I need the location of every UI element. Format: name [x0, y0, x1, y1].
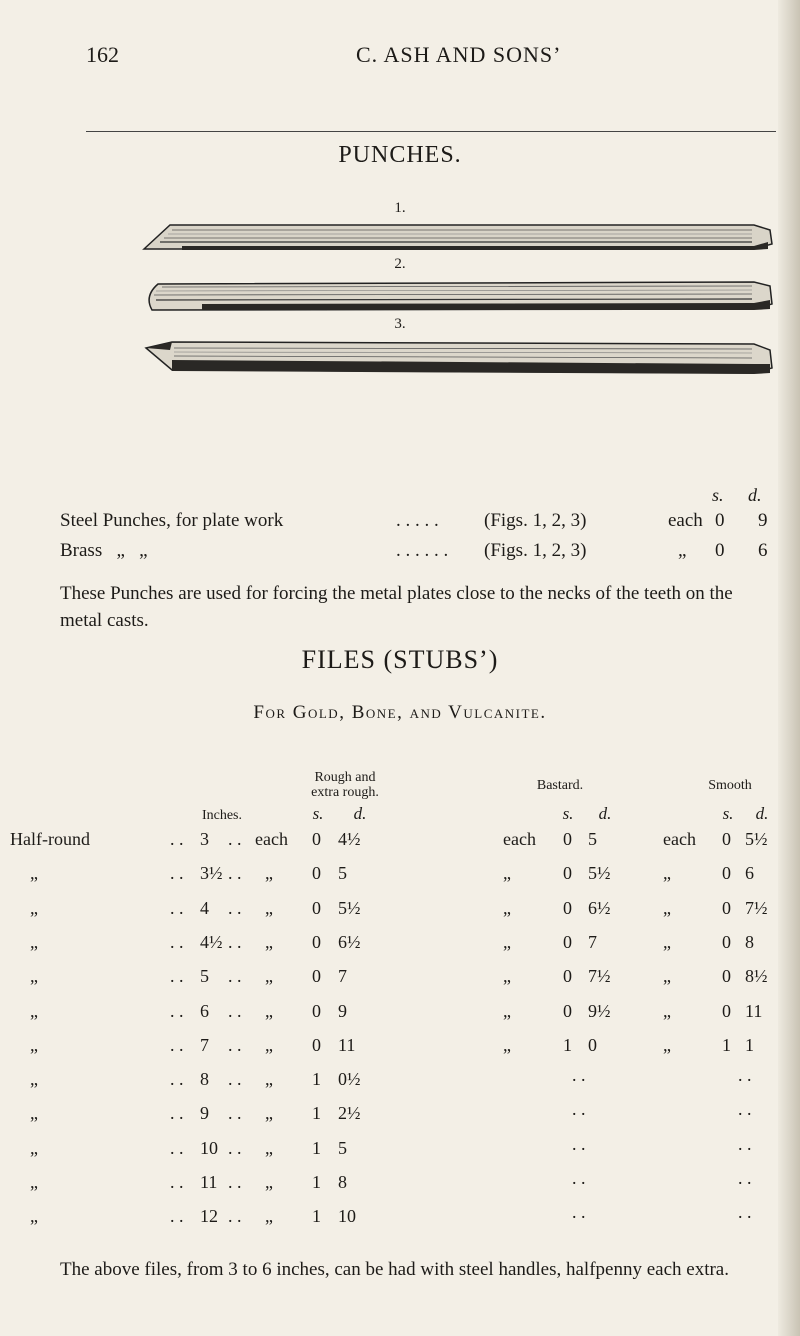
row-leader-dots: . . [170, 931, 184, 952]
row-smooth-pence: 8½ [745, 966, 768, 987]
row-label: „ [30, 1069, 38, 1090]
row-rough-pence: 6½ [338, 931, 361, 952]
row-leader-dots: . . [228, 1000, 242, 1021]
row-bastard-shillings: 0 [563, 829, 572, 849]
row-label: „ [30, 863, 38, 884]
row-label: „ [30, 1206, 38, 1227]
row-rough-shillings: 1 [312, 1172, 321, 1192]
row-unit-rough: „ [265, 1034, 273, 1055]
row-rough-pence: 0½ [338, 1069, 361, 1090]
row-unit-smooth: „ [663, 931, 671, 952]
running-head: C. ASH AND SONS’ [356, 42, 562, 67]
row-label: „ [30, 1000, 38, 1021]
price-leader: . . . . . . [396, 540, 449, 561]
files-subtitle: For Gold, Bone, and Vulcanite. [253, 702, 547, 723]
row-unit-bastard: „ [503, 863, 511, 884]
row-unit-rough: „ [265, 931, 273, 952]
row-inches: 4 [200, 897, 209, 918]
row-inches: 8 [200, 1069, 209, 1090]
pence-header: d. [748, 485, 762, 505]
punches-description: These Punches are used for forcing the metal plates close to the necks of the teeth on the metal casts. [60, 583, 733, 631]
row-empty-bastard: . . [572, 1099, 586, 1120]
row-rough-pence: 5½ [338, 897, 361, 918]
row-bastard-pence: 5½ [588, 863, 611, 884]
figure-label-2: 2. [394, 256, 406, 272]
steel-punch-figure-2-icon [142, 278, 776, 312]
row-rough-pence: 10 [338, 1206, 356, 1227]
row-smooth-pence: 8 [745, 931, 754, 952]
row-rough-shillings: 0 [312, 863, 321, 884]
row-leader-dots: . . [228, 1137, 242, 1158]
row-empty-smooth: . . [738, 1202, 752, 1223]
row-label: „ [30, 1137, 38, 1158]
price-figs: (Figs. 1, 2, 3) [484, 510, 587, 531]
row-leader-dots: . . [170, 863, 184, 884]
row-rough-pence: 11 [338, 1034, 356, 1055]
row-empty-bastard: . . [572, 1168, 586, 1188]
row-inches: 11 [200, 1172, 218, 1192]
row-rough-pence: 5 [338, 1137, 347, 1158]
row-leader-dots: . . [228, 1206, 242, 1227]
price-item: Brass „ „ [60, 540, 148, 561]
row-bastard-shillings: 0 [563, 863, 572, 884]
rough-d-header: d. [353, 804, 367, 823]
row-empty-smooth: . . [738, 1133, 752, 1154]
punches-title: PUNCHES. [338, 142, 462, 168]
row-unit-bastard: „ [503, 1034, 511, 1055]
files-note: The above files, from 3 to 6 inches, can be had with steel handles, halfpenny each extra. [60, 1259, 729, 1280]
row-bastard-pence: 9½ [588, 1000, 611, 1021]
row-label: Half-round [10, 829, 90, 849]
row-bastard-pence: 6½ [588, 897, 611, 918]
price-pence: 9 [758, 510, 768, 531]
bastard-d-header: d. [598, 804, 612, 823]
row-rough-shillings: 0 [312, 897, 321, 918]
rough-s-header: s. [312, 804, 324, 823]
files-title: FILES (STUBS’) [301, 645, 499, 674]
row-inches: 9 [200, 1103, 209, 1124]
price-leader: . . . . . [396, 510, 439, 531]
row-label: „ [30, 897, 38, 918]
row-leader-dots: . . [170, 1137, 184, 1158]
row-unit-rough: „ [265, 1137, 273, 1158]
row-inches: 3 [200, 829, 209, 849]
row-leader-dots: . . [228, 829, 242, 849]
row-bastard-shillings: 0 [563, 897, 572, 918]
rough-header-line1: Rough and [314, 770, 376, 785]
row-rough-pence: 9 [338, 1000, 347, 1021]
row-leader-dots: . . [228, 863, 242, 884]
row-empty-bastard: . . [572, 1133, 586, 1154]
row-bastard-pence: 0 [588, 1034, 597, 1055]
price-item: Steel Punches, for plate work [60, 510, 284, 531]
row-label: „ [30, 931, 38, 952]
row-rough-pence: 7 [338, 966, 347, 987]
row-rough-shillings: 0 [312, 829, 321, 849]
row-bastard-pence: 5 [588, 829, 597, 849]
row-unit-rough: „ [265, 1069, 273, 1090]
row-unit-rough: „ [265, 1206, 273, 1227]
row-rough-pence: 2½ [338, 1103, 361, 1124]
row-inches: 10 [200, 1137, 218, 1158]
row-bastard-pence: 7½ [588, 966, 611, 987]
row-unit-bastard: each [503, 829, 536, 849]
row-unit-rough: each [255, 829, 288, 849]
row-inches: 4½ [200, 931, 223, 952]
row-smooth-pence: 1 [745, 1034, 754, 1055]
row-unit-bastard: „ [503, 897, 511, 918]
row-unit-smooth: each [663, 829, 696, 849]
row-leader-dots: . . [170, 1069, 184, 1090]
rough-header [280, 770, 410, 800]
row-rough-shillings: 1 [312, 1206, 321, 1227]
smooth-header: Smooth [708, 778, 752, 793]
row-rough-pence: 4½ [338, 829, 361, 849]
row-unit-rough: „ [265, 966, 273, 987]
row-unit-smooth: „ [663, 966, 671, 987]
price-shillings: 0 [715, 540, 725, 561]
row-unit-smooth: „ [663, 1034, 671, 1055]
row-empty-smooth: . . [738, 1065, 752, 1086]
row-label: „ [30, 1103, 38, 1124]
row-label: „ [30, 1172, 38, 1192]
row-unit-rough: „ [265, 1000, 273, 1021]
smooth-d-header: d. [755, 804, 769, 823]
row-rough-shillings: 0 [312, 1034, 321, 1055]
price-figs: (Figs. 1, 2, 3) [484, 540, 587, 561]
row-inches: 6 [200, 1000, 209, 1021]
row-empty-smooth: . . [738, 1099, 752, 1120]
row-smooth-shillings: 1 [722, 1034, 731, 1055]
row-leader-dots: . . [228, 931, 242, 952]
row-rough-shillings: 0 [312, 1000, 321, 1021]
row-leader-dots: . . [170, 829, 184, 849]
price-unit: „ [678, 540, 687, 561]
row-leader-dots: . . [170, 1206, 184, 1227]
row-rough-shillings: 1 [312, 1103, 321, 1124]
row-rough-shillings: 1 [312, 1069, 321, 1090]
row-smooth-shillings: 0 [722, 897, 731, 918]
steel-punch-figure-3-icon [142, 338, 776, 376]
row-leader-dots: . . [228, 1172, 242, 1192]
row-unit-smooth: „ [663, 1000, 671, 1021]
row-unit-smooth: „ [663, 897, 671, 918]
shillings-header: s. [712, 485, 724, 505]
row-leader-dots: . . [228, 1103, 242, 1124]
row-leader-dots: . . [170, 1172, 184, 1192]
inches-header: Inches. [201, 808, 243, 823]
row-bastard-shillings: 0 [563, 1000, 572, 1021]
price-line-steel [60, 510, 283, 532]
row-leader-dots: . . [170, 1000, 184, 1021]
row-leader-dots: . . [170, 897, 184, 918]
rough-header-line2: extra rough. [311, 785, 379, 800]
row-label: „ [30, 1034, 38, 1055]
row-empty-smooth: . . [738, 1168, 752, 1188]
row-empty-bastard: . . [572, 1202, 586, 1223]
figure-label-3: 3. [394, 316, 406, 332]
row-smooth-shillings: 0 [722, 1000, 731, 1021]
row-rough-shillings: 0 [312, 931, 321, 952]
row-rough-pence: 5 [338, 863, 347, 884]
price-unit: each [668, 510, 703, 531]
row-unit-bastard: „ [503, 1000, 511, 1021]
row-leader-dots: . . [170, 1034, 184, 1055]
row-smooth-shillings: 0 [722, 863, 731, 884]
row-unit-bastard: „ [503, 966, 511, 987]
row-rough-shillings: 0 [312, 966, 321, 987]
row-bastard-shillings: 0 [563, 931, 572, 952]
row-unit-rough: „ [265, 863, 273, 884]
row-rough-pence: 8 [338, 1172, 347, 1192]
figure-label-1: 1. [394, 200, 406, 216]
row-leader-dots: . . [228, 1069, 242, 1090]
row-unit-rough: „ [265, 897, 273, 918]
row-smooth-shillings: 0 [722, 931, 731, 952]
header-rule [86, 131, 776, 132]
row-unit-smooth: „ [663, 863, 671, 884]
row-smooth-shillings: 0 [722, 966, 731, 987]
bastard-header: Bastard. [536, 778, 584, 793]
row-unit-rough: „ [265, 1172, 273, 1192]
row-inches: 12 [200, 1206, 218, 1227]
row-smooth-pence: 7½ [745, 897, 768, 918]
smooth-s-header: s. [722, 804, 734, 823]
row-leader-dots: . . [170, 966, 184, 987]
price-pence: 6 [758, 540, 768, 561]
steel-punch-figure-1-icon [142, 222, 776, 252]
row-leader-dots: . . [228, 966, 242, 987]
row-smooth-pence: 11 [745, 1000, 763, 1021]
row-rough-shillings: 1 [312, 1137, 321, 1158]
page-number: 162 [86, 42, 119, 67]
row-bastard-shillings: 0 [563, 966, 572, 987]
row-inches: 5 [200, 966, 209, 987]
row-leader-dots: . . [228, 897, 242, 918]
row-smooth-pence: 5½ [745, 829, 768, 849]
row-smooth-shillings: 0 [722, 829, 731, 849]
row-empty-bastard: . . [572, 1065, 586, 1086]
row-inches: 3½ [200, 863, 223, 884]
row-label: „ [30, 966, 38, 987]
row-unit-rough: „ [265, 1103, 273, 1124]
row-bastard-shillings: 1 [563, 1034, 572, 1055]
row-unit-bastard: „ [503, 931, 511, 952]
row-leader-dots: . . [228, 1034, 242, 1055]
row-leader-dots: . . [170, 1103, 184, 1124]
row-bastard-pence: 7 [588, 931, 597, 952]
row-smooth-pence: 6 [745, 863, 754, 884]
bastard-s-header: s. [562, 804, 574, 823]
row-inches: 7 [200, 1034, 209, 1055]
price-line-brass [60, 540, 148, 562]
price-shillings: 0 [715, 510, 725, 531]
